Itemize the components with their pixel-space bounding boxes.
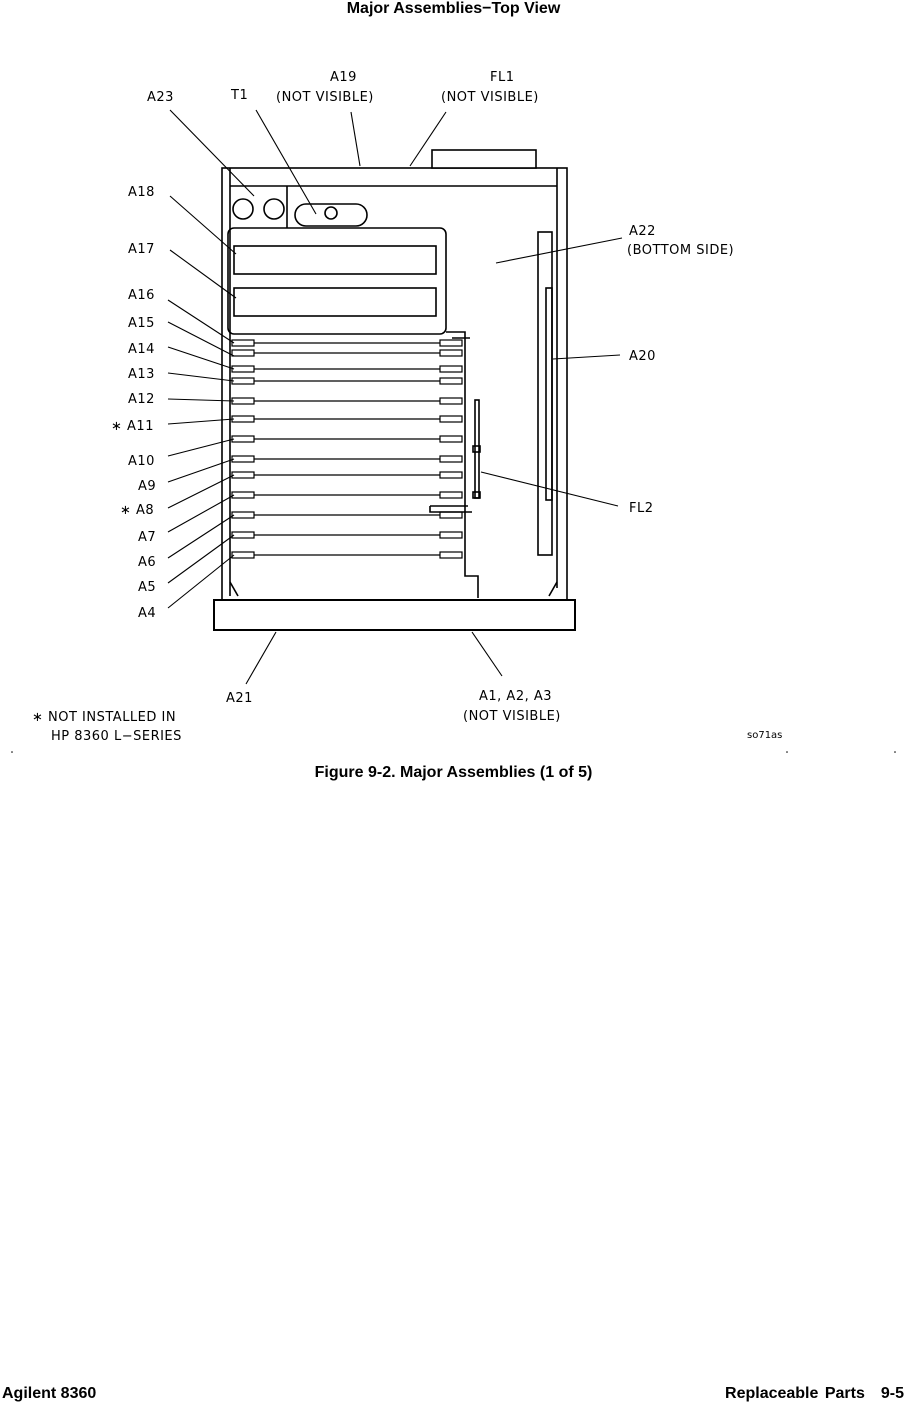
label-fl2: FL2	[629, 501, 654, 516]
footnote-line-2: HP 8360 L−SERIES	[51, 729, 182, 744]
label-a21: A21	[226, 691, 253, 706]
a21-front-panel	[214, 600, 575, 630]
label-a19-note: (NOT VISIBLE)	[276, 90, 374, 105]
label-a14: A14	[128, 342, 155, 357]
card-slot-a6	[232, 512, 462, 518]
label-a16: A16	[128, 288, 155, 303]
card-slot-a5	[232, 532, 462, 538]
label-a7: A7	[138, 530, 157, 545]
label-a17: A17	[128, 242, 155, 257]
card-slot-a10	[232, 436, 462, 442]
label-a4: A4	[138, 606, 157, 621]
leader-lines	[168, 110, 622, 684]
label-a1-a3-note: (NOT VISIBLE)	[463, 709, 561, 724]
label-t1: T1	[231, 88, 249, 103]
label-a9: A9	[138, 479, 157, 494]
card-slot-a13	[232, 378, 462, 384]
label-a18: A18	[128, 185, 155, 200]
label-a5: A5	[138, 580, 157, 595]
label-a11: ∗ A11	[111, 419, 154, 434]
card-slot-a4	[232, 552, 462, 558]
fl2-filter	[475, 400, 479, 498]
a22-board	[538, 232, 552, 555]
footer-page-number: 9-5	[880, 1385, 904, 1402]
a17-board	[234, 288, 436, 316]
label-a19: A19	[330, 70, 357, 85]
label-fl1-note: (NOT VISIBLE)	[441, 90, 539, 105]
card-slot-a9	[232, 456, 462, 462]
a23-fuse-right	[264, 199, 284, 219]
label-a22-note: (BOTTOM SIDE)	[627, 243, 735, 258]
label-a23: A23	[147, 90, 174, 105]
footer-product: Agilent 8360	[2, 1385, 97, 1402]
label-a15: A15	[128, 316, 155, 331]
label-a20: A20	[629, 349, 656, 364]
label-a10: A10	[128, 454, 155, 469]
top-connector-block	[432, 150, 536, 168]
diagram-labels	[32, 70, 782, 744]
drawing-id: so71as	[747, 730, 783, 741]
card-slot-a15	[232, 350, 462, 356]
page-title: Major Assemblies−Top View	[346, 0, 561, 17]
card-slot-a16	[232, 340, 462, 346]
registration-dots	[11, 751, 896, 753]
footnote-line-1: ∗ NOT INSTALLED IN	[32, 710, 177, 725]
card-slot-a12	[232, 398, 462, 404]
label-a8: ∗ A8	[120, 503, 155, 518]
card-slot-a11	[232, 416, 462, 422]
label-a22: A22	[629, 224, 656, 239]
label-a6: A6	[138, 555, 157, 570]
figure-caption: Figure 9-2. Major Assemblies (1 of 5)	[314, 764, 593, 781]
card-slot-a8	[232, 472, 462, 478]
a20-board	[546, 288, 552, 500]
a23-fuse-left	[233, 199, 253, 219]
label-a1-a3: A1, A2, A3	[479, 689, 553, 704]
label-a13: A13	[128, 367, 155, 382]
label-a12: A12	[128, 392, 155, 407]
footer-right	[725, 1385, 904, 1403]
footer-section: Replaceable Parts	[725, 1385, 865, 1402]
card-slot-a7	[232, 492, 462, 498]
label-fl1: FL1	[490, 70, 515, 85]
card-slot-a14	[232, 366, 462, 372]
a18-a17-panel	[228, 228, 446, 334]
a18-board	[234, 246, 436, 274]
card-slots	[232, 340, 462, 558]
